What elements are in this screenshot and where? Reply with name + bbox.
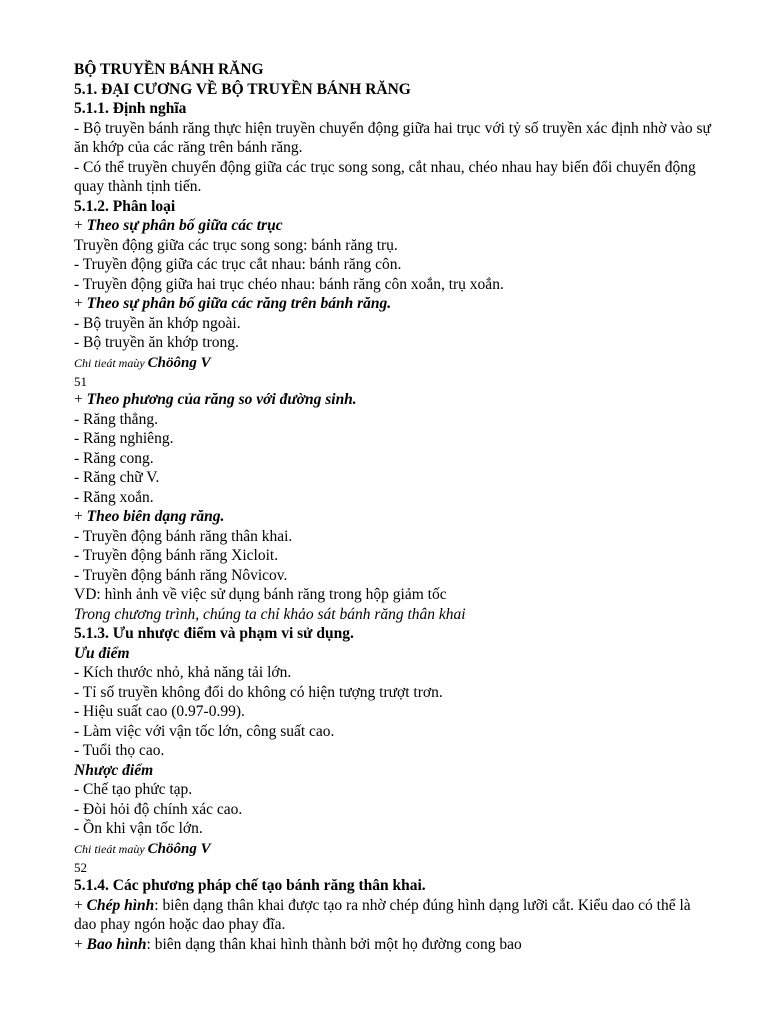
list-item: - Răng nghiêng.	[74, 430, 174, 447]
classification-3-heading	[74, 390, 714, 410]
method-1-title: Chép hình	[86, 896, 155, 914]
plus-marker: +	[74, 935, 87, 953]
list-item: - Truyền động bánh răng Xicloit.	[74, 547, 279, 564]
list-item: - Răng cong.	[74, 449, 154, 467]
section-5-1-4-heading: 5.1.4. Các phương pháp chế tạo bánh răng thân khai.	[74, 877, 426, 894]
list-item: - Ồn khi vận tốc lớn.	[74, 820, 203, 837]
classification-1-heading	[74, 216, 714, 236]
classification-4-heading	[74, 507, 714, 527]
list-item: - Đòi hỏi độ chính xác cao.	[74, 800, 243, 818]
list-item: - Răng xoắn.	[74, 488, 154, 506]
document-page	[74, 60, 714, 954]
list-item: - Răng thẳng.	[74, 410, 158, 428]
list-item: - Hiệu suất cao (0.97-0.99).	[74, 703, 245, 720]
definition-paragraph-2: - Có thể truyền chuyển động giữa các trục song song, cắt nhau, chéo nhau hay biến đổi chuyển động quay thành tịnh tiến.	[74, 158, 696, 195]
list-item: - Truyền động bánh răng thân khai.	[74, 527, 293, 545]
footer-book-title: Chi tieát maùy	[74, 841, 148, 856]
classification-2-heading	[74, 294, 714, 314]
document-title: BỘ TRUYỀN BÁNH RĂNG	[74, 61, 264, 78]
list-item: - Truyền động giữa hai trục chéo nhau: bánh răng côn xoắn, trụ xoắn.	[74, 275, 504, 293]
list-item: - Tỉ số truyền không đổi do không có hiện tượng trượt trơn.	[74, 683, 443, 701]
classification-4-title: Theo biên dạng răng.	[86, 508, 225, 525]
list-item: - Truyền động bánh răng Nôvicov.	[74, 566, 288, 584]
classification-2-title: Theo sự phân bố giữa các răng trên bánh răng.	[86, 295, 392, 312]
list-item: - Răng chữ V.	[74, 469, 160, 486]
list-item: - Bộ truyền ăn khớp trong.	[74, 334, 239, 351]
advantages-heading: Ưu điểm	[74, 644, 130, 662]
page-number-52: 52	[74, 860, 87, 875]
plus-marker: +	[74, 295, 87, 312]
classification-1-title: Theo sự phân bố giữa các trục	[86, 217, 283, 234]
plus-marker: +	[74, 217, 87, 234]
list-item: - Làm việc với vận tốc lớn, công suất cao.	[74, 722, 335, 740]
footer-chapter: Chöông V	[147, 354, 211, 371]
list-item: - Bộ truyền ăn khớp ngoài.	[74, 314, 241, 332]
method-1-paragraph	[74, 896, 714, 935]
list-item: - Chế tạo phức tạp.	[74, 781, 193, 798]
section-5-1-heading: 5.1. ĐẠI CƯƠNG VỀ BỘ TRUYỀN BÁNH RĂNG	[74, 80, 411, 98]
footer-chapter: Chöông V	[147, 840, 211, 857]
definition-paragraph-1: - Bộ truyền bánh răng thực hiện truyền chuyển động giữa hai trục với tỷ số truyền xác định nhờ vào sự ăn khớp của các răng trên bánh răng.	[74, 119, 711, 156]
section-5-1-2-heading: 5.1.2. Phân loại	[74, 197, 176, 215]
list-item: - Kích thước nhỏ, khả năng tải lớn.	[74, 664, 292, 681]
page-footer-1	[74, 353, 714, 374]
footer-book-title: Chi tieát maùy	[74, 355, 148, 370]
classification-3-title: Theo phương của răng so với đường sinh.	[86, 391, 357, 408]
disadvantages-heading: Nhược điểm	[74, 761, 154, 779]
list-item: - Tuổi thọ cao.	[74, 742, 165, 759]
scope-note: Trong chương trình, chúng ta chỉ khảo sát bánh răng thân khai	[74, 605, 466, 623]
section-5-1-3-heading: 5.1.3. Ưu nhược điểm và phạm vi sử dụng.	[74, 625, 354, 642]
page-footer-2	[74, 839, 714, 860]
plus-marker: +	[74, 508, 87, 525]
section-5-1-1-heading: 5.1.1. Định nghĩa	[74, 100, 187, 117]
method-2-paragraph	[74, 935, 714, 955]
method-2-text: : biên dạng thân khai hình thành bởi một họ đường cong bao	[146, 935, 522, 953]
plus-marker: +	[74, 391, 87, 408]
example-note: VD: hình ảnh về việc sử dụng bánh răng trong hộp giảm tốc	[74, 586, 447, 603]
list-item: Truyền động giữa các trục song song: bánh răng trụ.	[74, 236, 398, 254]
method-1-text: : biên dạng thân khai được tạo ra nhờ chép đúng hình dạng lưỡi cắt. Kiểu dao có thể là dao phay ngón hoặc dao phay đĩa.	[74, 896, 691, 933]
page-number-51: 51	[74, 374, 87, 389]
method-2-title: Bao hình	[86, 935, 147, 953]
plus-marker: +	[74, 896, 87, 914]
list-item: - Truyền động giữa các trục cắt nhau: bánh răng côn.	[74, 256, 402, 273]
